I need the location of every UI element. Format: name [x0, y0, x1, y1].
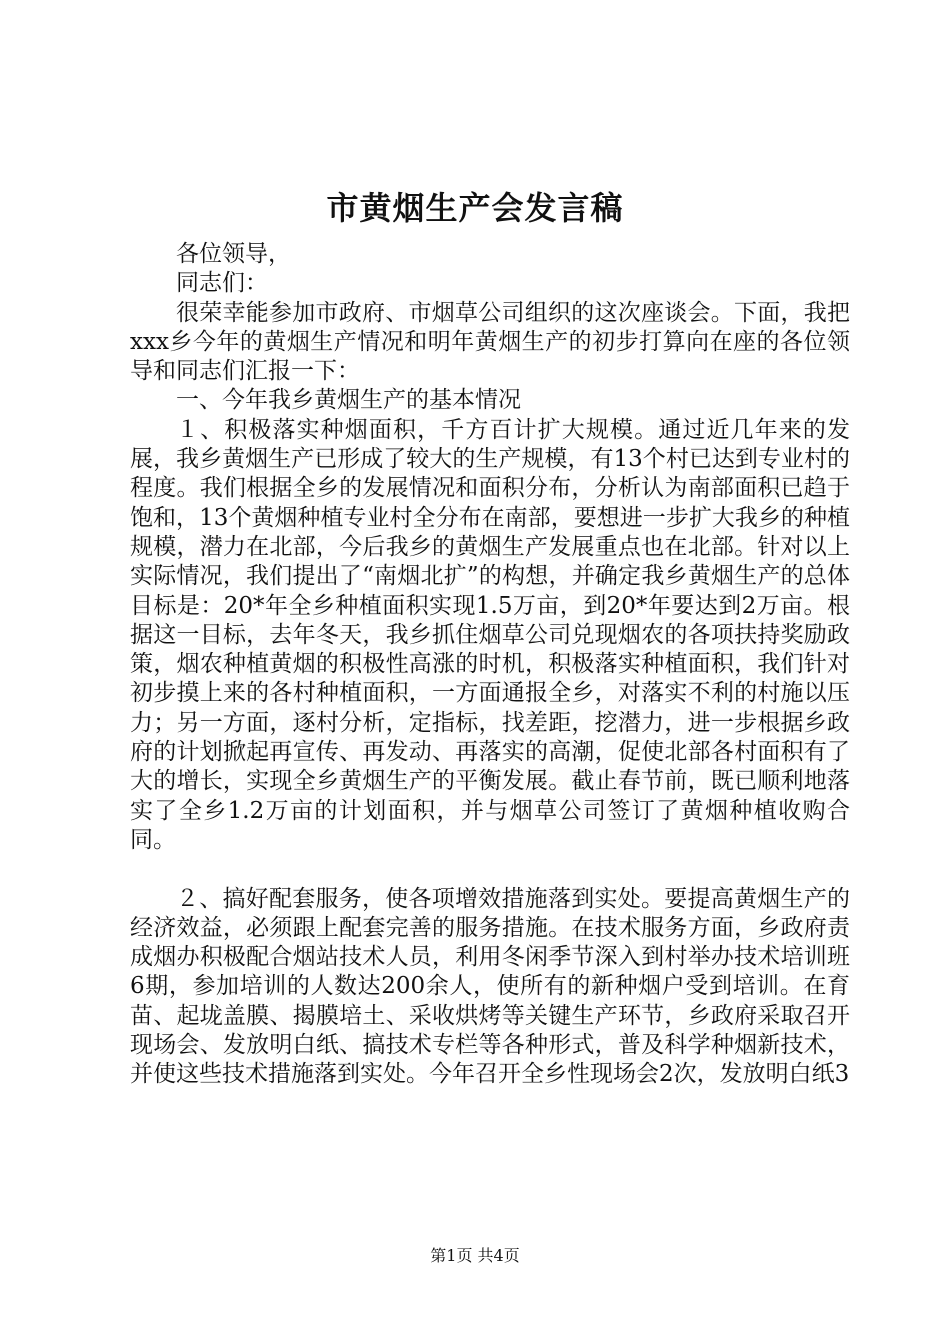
document-body: [130, 240, 850, 1090]
paragraph-item-2: ２、搞好配套服务，使各项增效措施落到实处。要提高黄烟生产的经济效益，必须跟上配套完善的服务措施。在技术服务方面，乡政府责成烟办积极配合烟站技术人员，利用冬闲季节深入到村举办技术培训班6期，参加培训的人数达200余人，使所有的新种烟户受到培训。在育苗、起垅盖膜、揭膜培土、采收烘烤等关键生产环节，乡政府采取召开现场会、发放明白纸、搞技术专栏等各种形式，普及科学种烟新技术，并使这些技术措施落到实处。今年召开全乡性现场会2次，发放明白纸3: [130, 885, 850, 1088]
section-heading: 一、今年我乡黄烟生产的基本情况: [176, 387, 521, 414]
salutation-comrades: 同志们：: [176, 270, 268, 297]
intro-paragraph: 很荣幸能参加市政府、市烟草公司组织的这次座谈会。下面，我把xxx乡今年的黄烟生产情况和明年黄烟生产的初步打算向在座的各位领导和同志们汇报一下：: [130, 299, 850, 385]
salutation-leaders: 各位领导，: [176, 241, 291, 267]
document-title: 市黄烟生产会发言稿: [326, 189, 624, 227]
paragraph-item-1: １、积极落实种烟面积，千方百计扩大规模。通过近几年来的发展，我乡黄烟生产已形成了较大的生产规模，有13个村已达到专业村的程度。我们根据全乡的发展情况和面积分布，分析认为南部面积已趋于饱和，13个黄烟种植专业村全分布在南部，要想进一步扩大我乡的种植规模，潜力在北部，今后我乡的黄烟生产发展重点也在北部。针对以上实际情况，我们提出了“南烟北扩”的构想，并确定我乡黄烟生产的总体目标是：20*年全乡种植面积实现1.5万亩，到20*年要达到2万亩。根据这一目标，去年冬天，我乡抓住烟草公司兑现烟农的各项扶持奖励政策，烟农种植黄烟的积极性高涨的时机，积极落实种植面积，我们针对初步摸上来的各村种植面积，一方面通报全乡，对落实不利的村施以压力；另一方面，逐村分析，定指标，找差距，挖潜力，进一步根据乡政府的计划掀起再宣传、再发动、再落实的高潮，促使北部各村面积有了大的增长，实现全乡黄烟生产的平衡发展。截止春节前，既已顺利地落实了全乡1.2万亩的计划面积，并与烟草公司签订了黄烟种植收购合同。: [130, 416, 850, 853]
page-number-footer: 第1页 共4页: [430, 1246, 520, 1265]
paragraph-spacer: [130, 855, 850, 884]
